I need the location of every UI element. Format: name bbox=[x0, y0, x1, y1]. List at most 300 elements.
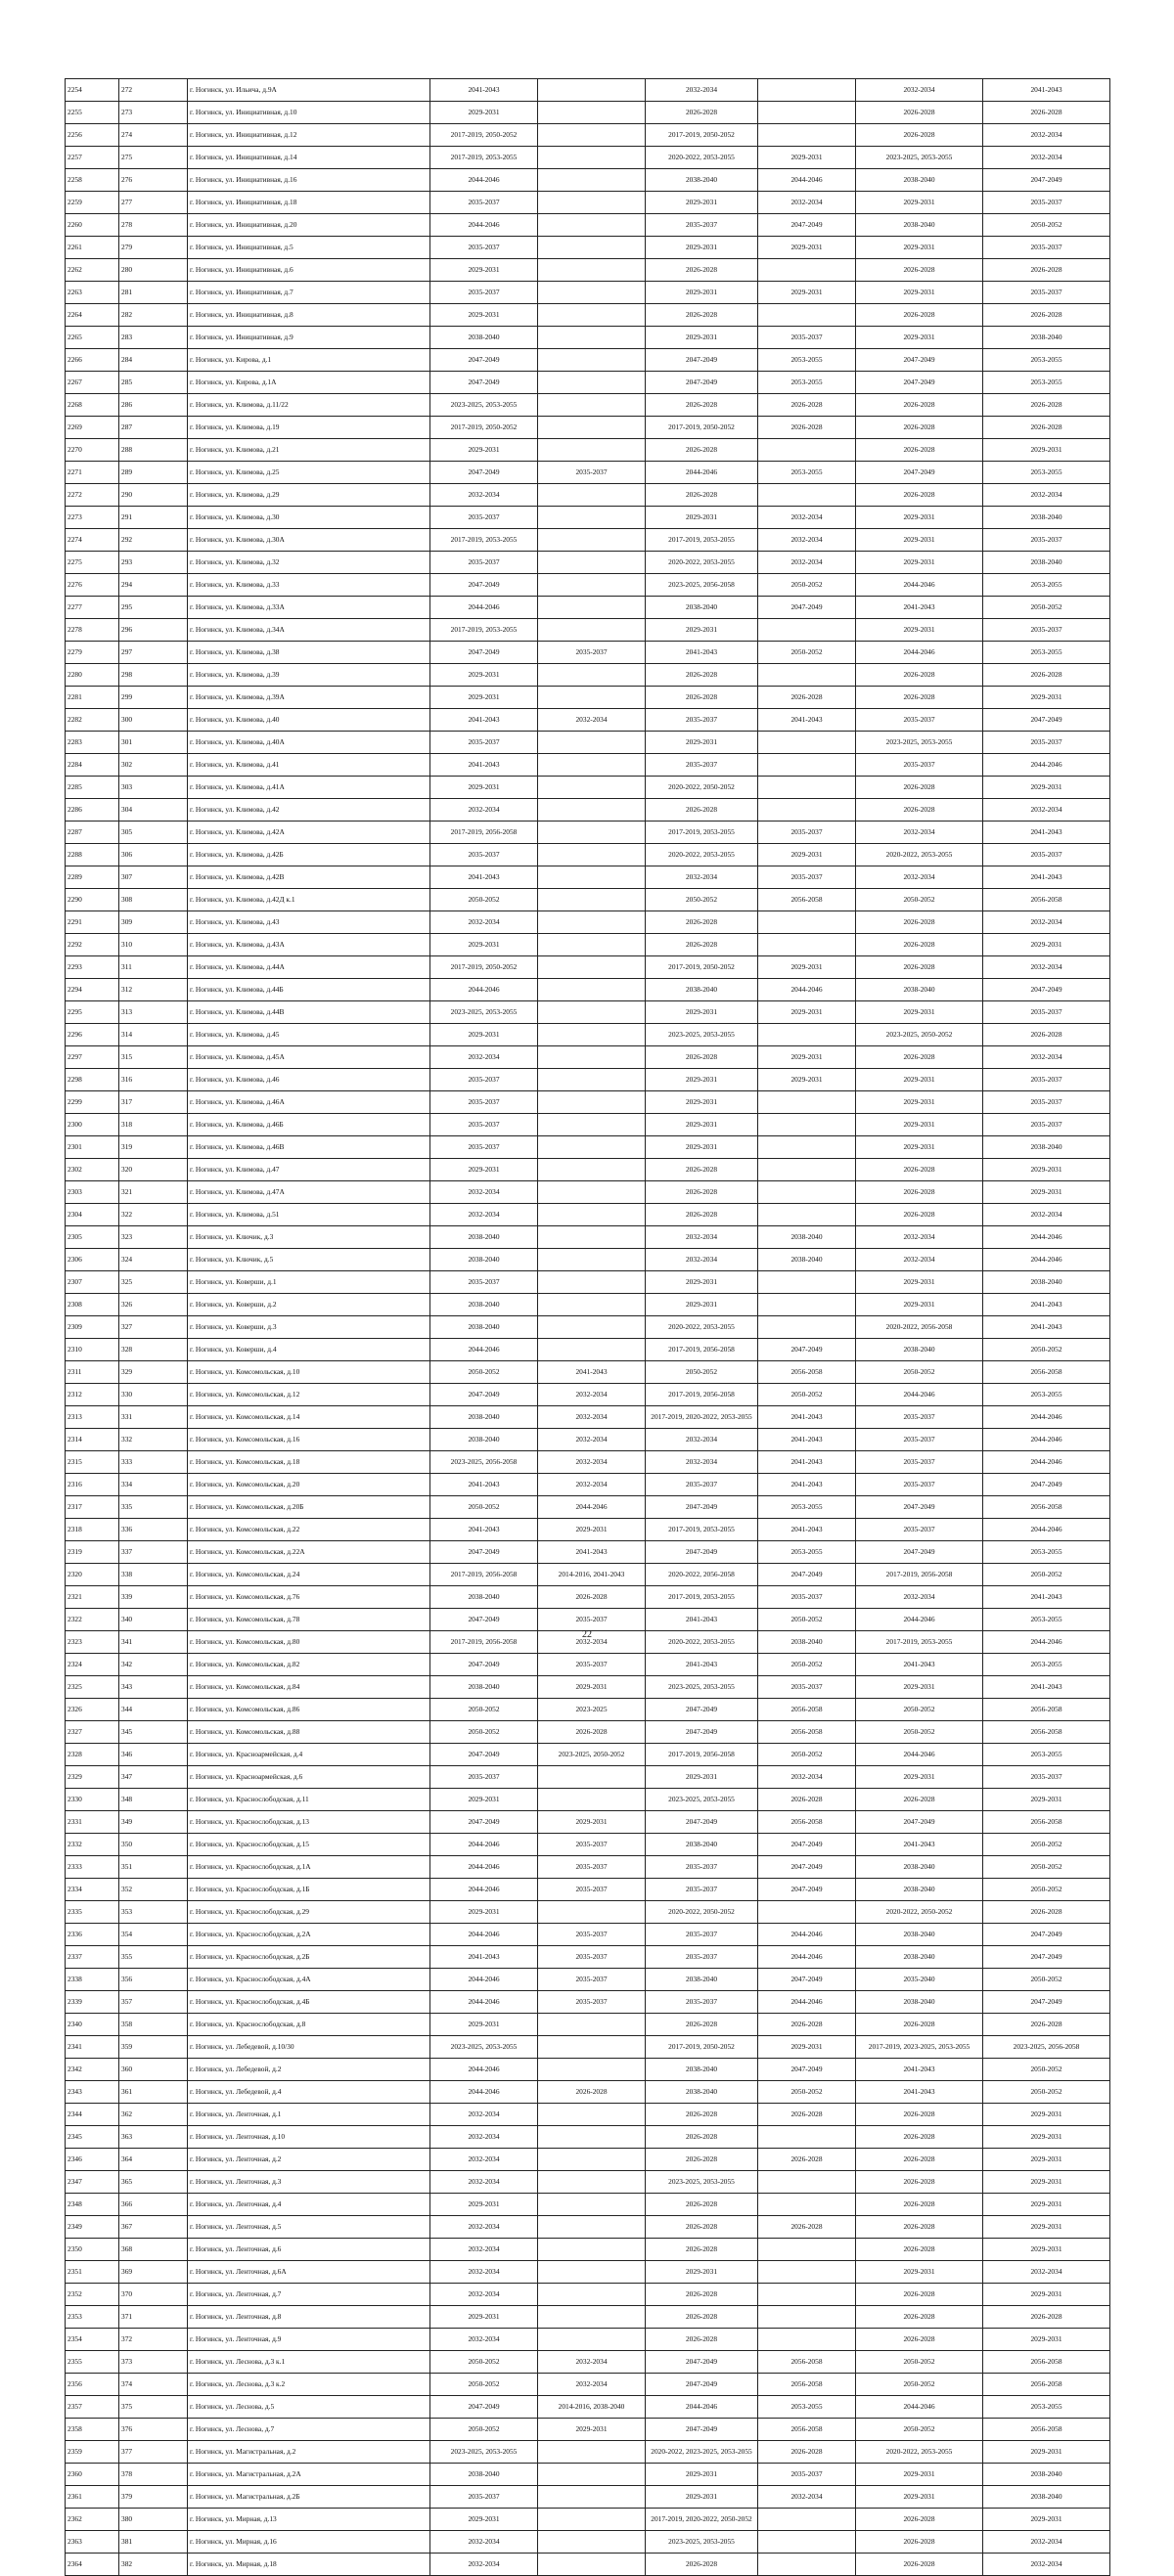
cell-num: 2351 bbox=[66, 2261, 119, 2284]
cell-c4 bbox=[758, 1024, 856, 1046]
cell-num: 2287 bbox=[66, 822, 119, 844]
cell-num: 2267 bbox=[66, 372, 119, 394]
cell-num: 2354 bbox=[66, 2329, 119, 2351]
cell-c1: 2029-2031 bbox=[430, 1159, 538, 1181]
cell-c3: 2032-2034 bbox=[646, 1451, 758, 1474]
cell-c5: 2026-2028 bbox=[856, 484, 983, 507]
cell-num: 2304 bbox=[66, 1204, 119, 1226]
cell-c6: 2044-2046 bbox=[983, 1249, 1110, 1271]
table-row bbox=[66, 2554, 1110, 2576]
cell-num: 2278 bbox=[66, 619, 119, 642]
cell-address: г. Ногинск, ул. Климова, д.43А bbox=[188, 934, 430, 956]
cell-c5: 2035-2037 bbox=[856, 1474, 983, 1496]
cell-c3: 2029-2031 bbox=[646, 732, 758, 754]
table-row bbox=[66, 1789, 1110, 1811]
cell-c6: 2035-2037 bbox=[983, 1091, 1110, 1114]
cell-num: 2356 bbox=[66, 2374, 119, 2396]
cell-c5: 2035-2037 bbox=[856, 754, 983, 777]
cell-address: г. Ногинск, ул. Комсомольская, д.24 bbox=[188, 1564, 430, 1586]
cell-c3: 2017-2019, 2050-2052 bbox=[646, 956, 758, 979]
cell-c4: 2056-2058 bbox=[758, 1811, 856, 1834]
cell-c3: 2026-2028 bbox=[646, 2149, 758, 2171]
cell-c5: 2047-2049 bbox=[856, 1541, 983, 1564]
table-row bbox=[66, 1024, 1110, 1046]
cell-c4: 2029-2031 bbox=[758, 2036, 856, 2059]
cell-c1: 2050-2052 bbox=[430, 889, 538, 911]
table-row bbox=[66, 394, 1110, 417]
cell-c5: 2026-2028 bbox=[856, 304, 983, 327]
cell-c5: 2047-2049 bbox=[856, 462, 983, 484]
cell-address: г. Ногинск, ул. Климова, д.32 bbox=[188, 552, 430, 574]
cell-num: 2360 bbox=[66, 2464, 119, 2486]
cell-c3: 2050-2052 bbox=[646, 889, 758, 911]
cell-c1: 2017-2019, 2053-2055 bbox=[430, 147, 538, 169]
cell-c6: 2029-2031 bbox=[983, 2509, 1110, 2531]
table-row bbox=[66, 1091, 1110, 1114]
cell-c1: 2029-2031 bbox=[430, 259, 538, 282]
cell-address: г. Ногинск, ул. Климова, д.39А bbox=[188, 687, 430, 709]
cell-c3: 2047-2049 bbox=[646, 2419, 758, 2441]
cell-c5: 2029-2031 bbox=[856, 1091, 983, 1114]
cell-num: 2364 bbox=[66, 2554, 119, 2576]
cell-address: г. Ногинск, ул. Магистральная, д.2А bbox=[188, 2464, 430, 2486]
cell-address: г. Ногинск, ул. Лебедевой, д.4 bbox=[188, 2081, 430, 2104]
cell-idx: 315 bbox=[119, 1046, 188, 1069]
cell-c2 bbox=[538, 1069, 646, 1091]
cell-idx: 273 bbox=[119, 102, 188, 124]
table-row bbox=[66, 1519, 1110, 1541]
cell-c3: 2020-2022, 2053-2055 bbox=[646, 552, 758, 574]
cell-num: 2268 bbox=[66, 394, 119, 417]
cell-c1: 2044-2046 bbox=[430, 1834, 538, 1856]
cell-c2 bbox=[538, 1339, 646, 1361]
cell-c1: 2050-2052 bbox=[430, 1699, 538, 1721]
cell-address: г. Ногинск, ул. Климова, д.40А bbox=[188, 732, 430, 754]
cell-address: г. Ногинск, ул. Инициативная, д.10 bbox=[188, 102, 430, 124]
cell-c4 bbox=[758, 102, 856, 124]
cell-c1: 2038-2040 bbox=[430, 1429, 538, 1451]
cell-c1: 2017-2019, 2056-2058 bbox=[430, 1564, 538, 1586]
cell-c3: 2047-2049 bbox=[646, 1721, 758, 1744]
cell-c5: 2026-2028 bbox=[856, 2194, 983, 2216]
cell-c3: 2047-2049 bbox=[646, 349, 758, 372]
table-row bbox=[66, 2396, 1110, 2419]
cell-c2 bbox=[538, 2464, 646, 2486]
cell-c5: 2029-2031 bbox=[856, 2486, 983, 2509]
cell-c6: 2038-2040 bbox=[983, 327, 1110, 349]
cell-idx: 289 bbox=[119, 462, 188, 484]
table-row bbox=[66, 2036, 1110, 2059]
cell-idx: 303 bbox=[119, 777, 188, 799]
cell-c1: 2050-2052 bbox=[430, 1361, 538, 1384]
cell-c5: 2038-2040 bbox=[856, 1991, 983, 2014]
cell-num: 2290 bbox=[66, 889, 119, 911]
cell-c5: 2047-2049 bbox=[856, 372, 983, 394]
cell-c6: 2050-2052 bbox=[983, 1969, 1110, 1991]
cell-address: г. Ногинск, ул. Комсомольская, д.16 bbox=[188, 1429, 430, 1451]
cell-address: г. Ногинск, ул. Климова, д.51 bbox=[188, 1204, 430, 1226]
cell-idx: 375 bbox=[119, 2396, 188, 2419]
cell-c1: 2029-2031 bbox=[430, 102, 538, 124]
cell-c4: 2053-2055 bbox=[758, 1496, 856, 1519]
cell-c4 bbox=[758, 2194, 856, 2216]
cell-c4 bbox=[758, 439, 856, 462]
cell-c6: 2029-2031 bbox=[983, 2104, 1110, 2126]
cell-c4 bbox=[758, 1901, 856, 1924]
cell-c2 bbox=[538, 2171, 646, 2194]
cell-c1: 2032-2034 bbox=[430, 2104, 538, 2126]
cell-c5: 2026-2028 bbox=[856, 417, 983, 439]
cell-c5: 2044-2046 bbox=[856, 642, 983, 664]
cell-num: 2344 bbox=[66, 2104, 119, 2126]
cell-c6: 2035-2037 bbox=[983, 237, 1110, 259]
cell-c3: 2029-2031 bbox=[646, 1136, 758, 1159]
cell-c5: 2029-2031 bbox=[856, 1136, 983, 1159]
cell-c5: 2038-2040 bbox=[856, 1946, 983, 1969]
cell-num: 2324 bbox=[66, 1654, 119, 1676]
cell-c5: 2029-2031 bbox=[856, 1271, 983, 1294]
table-row bbox=[66, 439, 1110, 462]
cell-num: 2276 bbox=[66, 574, 119, 597]
cell-c4: 2044-2046 bbox=[758, 979, 856, 1001]
cell-c4: 2053-2055 bbox=[758, 372, 856, 394]
cell-address: г. Ногинск, ул. Краснослободская, д.1А bbox=[188, 1856, 430, 1879]
cell-idx: 336 bbox=[119, 1519, 188, 1541]
cell-num: 2331 bbox=[66, 1811, 119, 1834]
cell-idx: 382 bbox=[119, 2554, 188, 2576]
cell-address: г. Ногинск, ул. Краснослободская, д.4А bbox=[188, 1969, 430, 1991]
cell-c4: 2050-2052 bbox=[758, 574, 856, 597]
cell-c1: 2041-2043 bbox=[430, 709, 538, 732]
cell-num: 2334 bbox=[66, 1879, 119, 1901]
cell-num: 2338 bbox=[66, 1969, 119, 1991]
cell-c6: 2029-2031 bbox=[983, 2216, 1110, 2239]
cell-c1: 2035-2037 bbox=[430, 1069, 538, 1091]
cell-c3: 2026-2028 bbox=[646, 934, 758, 956]
cell-c3: 2029-2031 bbox=[646, 2261, 758, 2284]
table-row bbox=[66, 2239, 1110, 2261]
cell-c2 bbox=[538, 2329, 646, 2351]
cell-c6: 2050-2052 bbox=[983, 2081, 1110, 2104]
cell-c6: 2038-2040 bbox=[983, 507, 1110, 529]
cell-c6: 2035-2037 bbox=[983, 619, 1110, 642]
cell-idx: 372 bbox=[119, 2329, 188, 2351]
cell-address: г. Ногинск, ул. Климова, д.21 bbox=[188, 439, 430, 462]
cell-c5: 2026-2028 bbox=[856, 2216, 983, 2239]
cell-c6: 2050-2052 bbox=[983, 214, 1110, 237]
cell-c2 bbox=[538, 687, 646, 709]
cell-c2 bbox=[538, 394, 646, 417]
cell-num: 2269 bbox=[66, 417, 119, 439]
table-row bbox=[66, 237, 1110, 259]
cell-c2 bbox=[538, 1901, 646, 1924]
table-row bbox=[66, 754, 1110, 777]
cell-c6: 2038-2040 bbox=[983, 2464, 1110, 2486]
cell-c6: 2032-2034 bbox=[983, 911, 1110, 934]
cell-idx: 308 bbox=[119, 889, 188, 911]
cell-c5: 2026-2028 bbox=[856, 439, 983, 462]
cell-c6: 2050-2052 bbox=[983, 1856, 1110, 1879]
cell-idx: 380 bbox=[119, 2509, 188, 2531]
table-row bbox=[66, 1946, 1110, 1969]
cell-num: 2362 bbox=[66, 2509, 119, 2531]
cell-c4 bbox=[758, 619, 856, 642]
table-row bbox=[66, 1271, 1110, 1294]
cell-c1: 2029-2031 bbox=[430, 687, 538, 709]
cell-address: г. Ногинск, ул. Ленточная, д.9 bbox=[188, 2329, 430, 2351]
cell-c4 bbox=[758, 2239, 856, 2261]
cell-c6: 2032-2034 bbox=[983, 124, 1110, 147]
cell-c2 bbox=[538, 1204, 646, 1226]
cell-c6: 2047-2049 bbox=[983, 1946, 1110, 1969]
cell-c6: 2056-2058 bbox=[983, 889, 1110, 911]
cell-idx: 344 bbox=[119, 1699, 188, 1721]
table-row bbox=[66, 507, 1110, 529]
cell-c6: 2047-2049 bbox=[983, 1924, 1110, 1946]
cell-c1: 2041-2043 bbox=[430, 79, 538, 102]
cell-c3: 2026-2028 bbox=[646, 2014, 758, 2036]
cell-c5: 2044-2046 bbox=[856, 2396, 983, 2419]
cell-c6: 2032-2034 bbox=[983, 2261, 1110, 2284]
cell-c5: 2038-2040 bbox=[856, 979, 983, 1001]
cell-num: 2308 bbox=[66, 1294, 119, 1316]
cell-address: г. Ногинск, ул. Мирная, д.13 bbox=[188, 2509, 430, 2531]
cell-c2 bbox=[538, 282, 646, 304]
cell-c1: 2050-2052 bbox=[430, 2419, 538, 2441]
cell-c3: 2020-2022, 2053-2055 bbox=[646, 1631, 758, 1654]
cell-c4: 2032-2034 bbox=[758, 507, 856, 529]
table-row bbox=[66, 1474, 1110, 1496]
cell-c6: 2038-2040 bbox=[983, 2486, 1110, 2509]
cell-c4 bbox=[758, 1159, 856, 1181]
cell-idx: 363 bbox=[119, 2126, 188, 2149]
cell-address: г. Ногинск, ул. Краснослободская, д.29 bbox=[188, 1901, 430, 1924]
cell-c5: 2023-2025, 2050-2052 bbox=[856, 1024, 983, 1046]
cell-c3: 2026-2028 bbox=[646, 259, 758, 282]
cell-address: г. Ногинск, ул. Магистральная, д.2Б bbox=[188, 2486, 430, 2509]
cell-c2 bbox=[538, 2531, 646, 2554]
cell-c5: 2047-2049 bbox=[856, 349, 983, 372]
cell-c3: 2017-2019, 2053-2055 bbox=[646, 822, 758, 844]
cell-c2 bbox=[538, 1789, 646, 1811]
cell-c3: 2026-2028 bbox=[646, 2194, 758, 2216]
cell-idx: 371 bbox=[119, 2306, 188, 2329]
cell-address: г. Ногинск, ул. Климова, д.44Б bbox=[188, 979, 430, 1001]
cell-c3: 2047-2049 bbox=[646, 1811, 758, 1834]
table-row bbox=[66, 597, 1110, 619]
cell-c5: 2035-2037 bbox=[856, 1451, 983, 1474]
cell-idx: 360 bbox=[119, 2059, 188, 2081]
cell-c3: 2023-2025, 2056-2058 bbox=[646, 574, 758, 597]
cell-c5: 2026-2028 bbox=[856, 934, 983, 956]
cell-c1: 2035-2037 bbox=[430, 1766, 538, 1789]
table-row bbox=[66, 822, 1110, 844]
cell-c5: 2050-2052 bbox=[856, 1721, 983, 1744]
cell-c4: 2053-2055 bbox=[758, 1541, 856, 1564]
cell-c5: 2041-2043 bbox=[856, 2059, 983, 2081]
cell-idx: 319 bbox=[119, 1136, 188, 1159]
cell-num: 2302 bbox=[66, 1159, 119, 1181]
cell-idx: 323 bbox=[119, 1226, 188, 1249]
cell-c4: 2047-2049 bbox=[758, 1339, 856, 1361]
cell-idx: 354 bbox=[119, 1924, 188, 1946]
table-row bbox=[66, 2509, 1110, 2531]
cell-c1: 2047-2049 bbox=[430, 1541, 538, 1564]
cell-c5: 2026-2028 bbox=[856, 2104, 983, 2126]
cell-c2 bbox=[538, 956, 646, 979]
cell-c1: 2029-2031 bbox=[430, 934, 538, 956]
cell-idx: 333 bbox=[119, 1451, 188, 1474]
cell-c5: 2026-2028 bbox=[856, 2014, 983, 2036]
cell-c5: 2026-2028 bbox=[856, 2284, 983, 2306]
cell-c1: 2047-2049 bbox=[430, 1811, 538, 1834]
cell-c5: 2044-2046 bbox=[856, 1609, 983, 1631]
cell-c5: 2020-2022, 2056-2058 bbox=[856, 1316, 983, 1339]
cell-address: г. Ногинск, ул. Краснослободская, д.8 bbox=[188, 2014, 430, 2036]
table-row bbox=[66, 1339, 1110, 1361]
cell-c4 bbox=[758, 259, 856, 282]
cell-c4: 2053-2055 bbox=[758, 2396, 856, 2419]
cell-c2: 2035-2037 bbox=[538, 1991, 646, 2014]
cell-address: г. Ногинск, ул. Коверши, д.3 bbox=[188, 1316, 430, 1339]
cell-c6: 2035-2037 bbox=[983, 1069, 1110, 1091]
cell-c3: 2029-2031 bbox=[646, 1001, 758, 1024]
cell-c5: 2026-2028 bbox=[856, 1789, 983, 1811]
cell-c1: 2050-2052 bbox=[430, 1496, 538, 1519]
table-row bbox=[66, 1991, 1110, 2014]
cell-address: г. Ногинск, ул. Комсомольская, д.20 bbox=[188, 1474, 430, 1496]
cell-c4: 2032-2034 bbox=[758, 2486, 856, 2509]
cell-address: г. Ногинск, ул. Климова, д.11/22 bbox=[188, 394, 430, 417]
cell-c3: 2029-2031 bbox=[646, 1294, 758, 1316]
cell-c5: 2038-2040 bbox=[856, 1924, 983, 1946]
cell-address: г. Ногинск, ул. Ключик, д.3 bbox=[188, 1226, 430, 1249]
cell-idx: 288 bbox=[119, 439, 188, 462]
cell-address: г. Ногинск, ул. Климова, д.42Д к.1 bbox=[188, 889, 430, 911]
cell-c2 bbox=[538, 417, 646, 439]
cell-c4: 2056-2058 bbox=[758, 889, 856, 911]
cell-c3: 2023-2025, 2053-2055 bbox=[646, 2171, 758, 2194]
cell-num: 2309 bbox=[66, 1316, 119, 1339]
table-row bbox=[66, 642, 1110, 664]
cell-address: г. Ногинск, ул. Климова, д.42А bbox=[188, 822, 430, 844]
cell-c3: 2029-2031 bbox=[646, 1091, 758, 1114]
cell-c1: 2038-2040 bbox=[430, 1406, 538, 1429]
cell-c3: 2032-2034 bbox=[646, 1429, 758, 1451]
cell-c6: 2041-2043 bbox=[983, 822, 1110, 844]
cell-c4: 2035-2037 bbox=[758, 1676, 856, 1699]
cell-c2 bbox=[538, 214, 646, 237]
cell-c3: 2032-2034 bbox=[646, 1226, 758, 1249]
cell-c3: 2050-2052 bbox=[646, 1361, 758, 1384]
table-row bbox=[66, 1699, 1110, 1721]
cell-num: 2301 bbox=[66, 1136, 119, 1159]
cell-c6: 2050-2052 bbox=[983, 1564, 1110, 1586]
cell-address: г. Ногинск, ул. Климова, д.46Б bbox=[188, 1114, 430, 1136]
cell-c1: 2017-2019, 2053-2055 bbox=[430, 529, 538, 552]
cell-c4: 2026-2028 bbox=[758, 2014, 856, 2036]
cell-c4: 2047-2049 bbox=[758, 1969, 856, 1991]
cell-address: г. Ногинск, ул. Мирная, д.16 bbox=[188, 2531, 430, 2554]
cell-c4 bbox=[758, 799, 856, 822]
cell-num: 2322 bbox=[66, 1609, 119, 1631]
cell-c4 bbox=[758, 777, 856, 799]
cell-c2 bbox=[538, 372, 646, 394]
cell-c4: 2050-2052 bbox=[758, 642, 856, 664]
cell-num: 2332 bbox=[66, 1834, 119, 1856]
table-row bbox=[66, 1294, 1110, 1316]
cell-num: 2314 bbox=[66, 1429, 119, 1451]
cell-c2 bbox=[538, 2194, 646, 2216]
cell-c6: 2047-2049 bbox=[983, 169, 1110, 192]
cell-c5: 2029-2031 bbox=[856, 1676, 983, 1699]
cell-address: г. Ногинск, ул. Краснослободская, д.2Б bbox=[188, 1946, 430, 1969]
cell-c1: 2050-2052 bbox=[430, 2374, 538, 2396]
cell-address: г. Ногинск, ул. Кирова, д.1А bbox=[188, 372, 430, 394]
cell-c6: 2035-2037 bbox=[983, 282, 1110, 304]
cell-c1: 2023-2025, 2053-2055 bbox=[430, 394, 538, 417]
cell-c3: 2020-2022, 2053-2055 bbox=[646, 1316, 758, 1339]
cell-idx: 341 bbox=[119, 1631, 188, 1654]
cell-c4: 2050-2052 bbox=[758, 1609, 856, 1631]
cell-idx: 347 bbox=[119, 1766, 188, 1789]
cell-address: г. Ногинск, ул. Краснослободская, д.1Б bbox=[188, 1879, 430, 1901]
cell-c3: 2023-2025, 2053-2055 bbox=[646, 2531, 758, 2554]
cell-address: г. Ногинск, ул. Климова, д.44А bbox=[188, 956, 430, 979]
table-row bbox=[66, 1114, 1110, 1136]
cell-c3: 2035-2037 bbox=[646, 1924, 758, 1946]
cell-c4: 2026-2028 bbox=[758, 687, 856, 709]
cell-c1: 2032-2034 bbox=[430, 2149, 538, 2171]
cell-idx: 321 bbox=[119, 1181, 188, 1204]
cell-c4 bbox=[758, 2554, 856, 2576]
cell-address: г. Ногинск, ул. Инициативная, д.20 bbox=[188, 214, 430, 237]
table-row bbox=[66, 2261, 1110, 2284]
cell-num: 2307 bbox=[66, 1271, 119, 1294]
cell-idx: 285 bbox=[119, 372, 188, 394]
cell-c6: 2053-2055 bbox=[983, 1541, 1110, 1564]
cell-c2 bbox=[538, 2216, 646, 2239]
table-row bbox=[66, 2486, 1110, 2509]
cell-c4: 2029-2031 bbox=[758, 1069, 856, 1091]
cell-address: г. Ногинск, ул. Климова, д.43 bbox=[188, 911, 430, 934]
table-row bbox=[66, 2194, 1110, 2216]
cell-idx: 330 bbox=[119, 1384, 188, 1406]
cell-c2 bbox=[538, 439, 646, 462]
cell-idx: 374 bbox=[119, 2374, 188, 2396]
cell-c2: 2029-2031 bbox=[538, 2419, 646, 2441]
cell-c2 bbox=[538, 911, 646, 934]
cell-num: 2256 bbox=[66, 124, 119, 147]
cell-idx: 346 bbox=[119, 1744, 188, 1766]
cell-address: г. Ногинск, ул. Климова, д.34А bbox=[188, 619, 430, 642]
cell-num: 2274 bbox=[66, 529, 119, 552]
cell-c5: 2041-2043 bbox=[856, 2081, 983, 2104]
cell-c3: 2032-2034 bbox=[646, 866, 758, 889]
cell-c5: 2023-2025, 2053-2055 bbox=[856, 732, 983, 754]
cell-num: 2327 bbox=[66, 1721, 119, 1744]
cell-address: г. Ногинск, ул. Климова, д.30 bbox=[188, 507, 430, 529]
cell-c5: 2032-2034 bbox=[856, 1226, 983, 1249]
cell-c3: 2017-2019, 2020-2022, 2050-2052 bbox=[646, 2509, 758, 2531]
cell-c3: 2038-2040 bbox=[646, 979, 758, 1001]
cell-idx: 376 bbox=[119, 2419, 188, 2441]
cell-c3: 2017-2019, 2053-2055 bbox=[646, 1519, 758, 1541]
cell-idx: 284 bbox=[119, 349, 188, 372]
cell-address: г. Ногинск, ул. Краснослободская, д.13 bbox=[188, 1811, 430, 1834]
cell-c6: 2041-2043 bbox=[983, 1676, 1110, 1699]
cell-num: 2306 bbox=[66, 1249, 119, 1271]
